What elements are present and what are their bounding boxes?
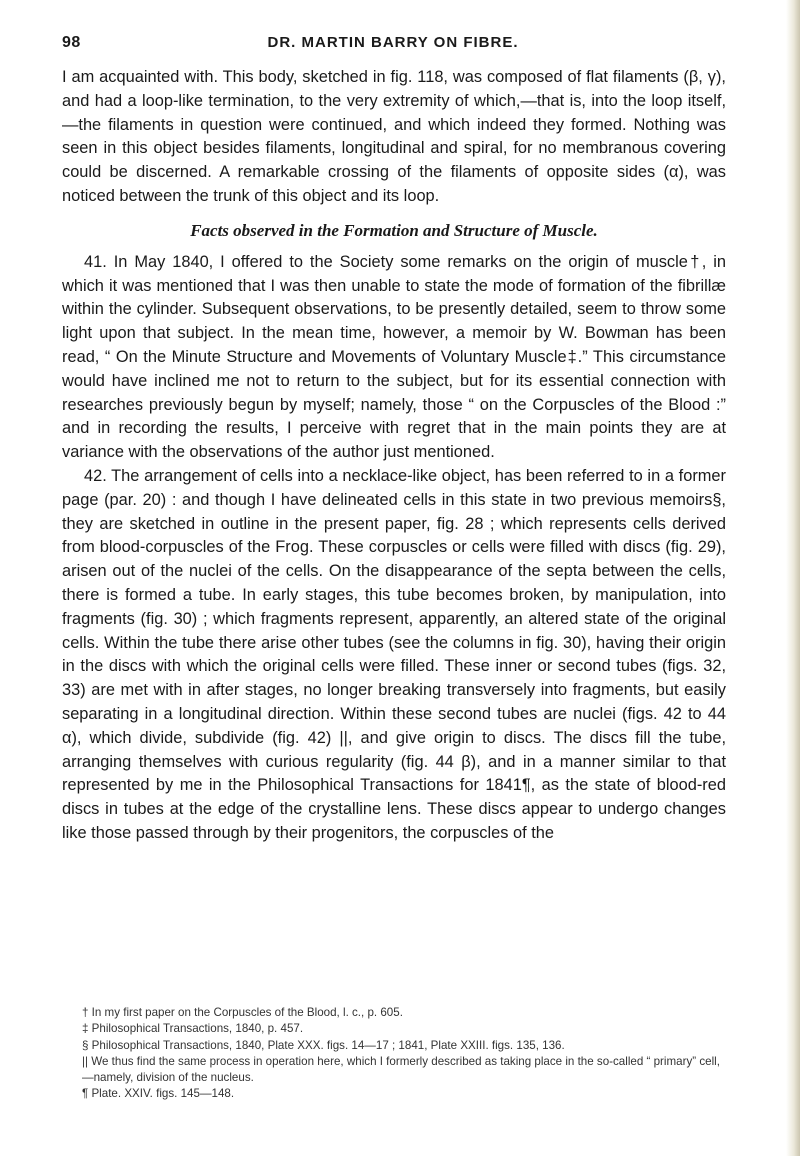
page-edge-shadow (786, 0, 800, 1156)
section-heading: Facts observed in the Formation and Structure of Muscle. (190, 220, 598, 240)
footnote: ‡ Philosophical Transactions, 1840, p. 457. (82, 1022, 304, 1036)
body-text (62, 66, 726, 846)
footnotes (62, 1005, 726, 1103)
footnote: † In my first paper on the Corpuscles of the Blood, l. c., p. 605. (82, 1006, 403, 1019)
paragraph-42: 42. The arrangement of cells into a necklace-like object, has been referred to in a former page (par. 20) : and though I have delineated cells in this state in two previous memoirs§, they are sketched in outline in the present paper, fig. 28 ; which represents cells derived from blood-corpuscles of the Frog. These corpuscles or cells were filled with discs (fig. 29), arisen out of the nuclei of the cells. On the disappearance of the septa between the cells, there is formed a tube. In early stages, this tube becomes broken, by manipulation, into fragments (fig. 30) ; which fragments represent, apparently, an altered state of the original cells. Within the tube there arise other tubes (see the columns in fig. 30), having their origin in the discs with which the original cells were filled. These inner or second tubes (figs. 32, 33) are met with in after stages, no longer breaking transversely into fragments, but easily separating in a longitudinal direction. Within these second tubes are nuclei (figs. 42 to 44 α), which divide, subdivide (fig. 42) ||, and give origin to discs. The discs fill the tube, arranging themselves with curious regularity (fig. 44 β), and in a manner similar to that represented by me in the Philosophical Transactions for 1841¶, as the state of blood-red discs in tubes at the edge of the crystalline lens. These discs appear to undergo changes like those passed through by their progenitors, the corpuscles of the (62, 466, 726, 842)
footnote: § Philosophical Transactions, 1840, Plate XXX. figs. 14—17 ; 1841, Plate XXIII. figs. 135, 136. (82, 1038, 565, 1052)
page-number: 98 (62, 34, 81, 51)
running-head: DR. MARTIN BARRY ON FIBRE. (267, 34, 519, 51)
paragraph-intro: I am acquainted with. This body, sketched in fig. 118, was composed of flat filaments (β, γ), and had a loop-like termination, to the very extremity of which,—that is, into the loop itself,—the filaments in question were continued, and which indeed they formed. Nothing was seen in this object besides filaments, longitudinal and spiral, for no membranous covering could be discerned. A remarkable crossing of the filaments of opposite sides (α), was noticed between the trunk of this object and its loop. (62, 68, 726, 205)
footnote: ¶ Plate. XXIV. figs. 145—148. (82, 1087, 235, 1101)
page-header (62, 34, 724, 56)
footnote: || We thus find the same process in operation here, which I formerly described as taking place in the so-called “ primary” cell,—namely, division of the nucleus. (82, 1054, 720, 1085)
paragraph-41: 41. In May 1840, I offered to the Society some remarks on the origin of muscle†, in which it was mentioned that I was then unable to state the mode of formation of the fibrillæ within the cylinder. Subsequent observations, to be presently detailed, seem to throw some light upon that subject. In the mean time, however, a memoir by W. Bowman has been read, “ On the Minute Structure and Movements of Voluntary Muscle‡.” This circumstance would have inclined me not to return to the subject, but for its essential connection with researches previously begun by myself; namely, those “ on the Corpuscles of the Blood :” and in recording the results, I perceive with regret that in the main points they are at variance with the observations of the author just mentioned. (62, 252, 726, 462)
